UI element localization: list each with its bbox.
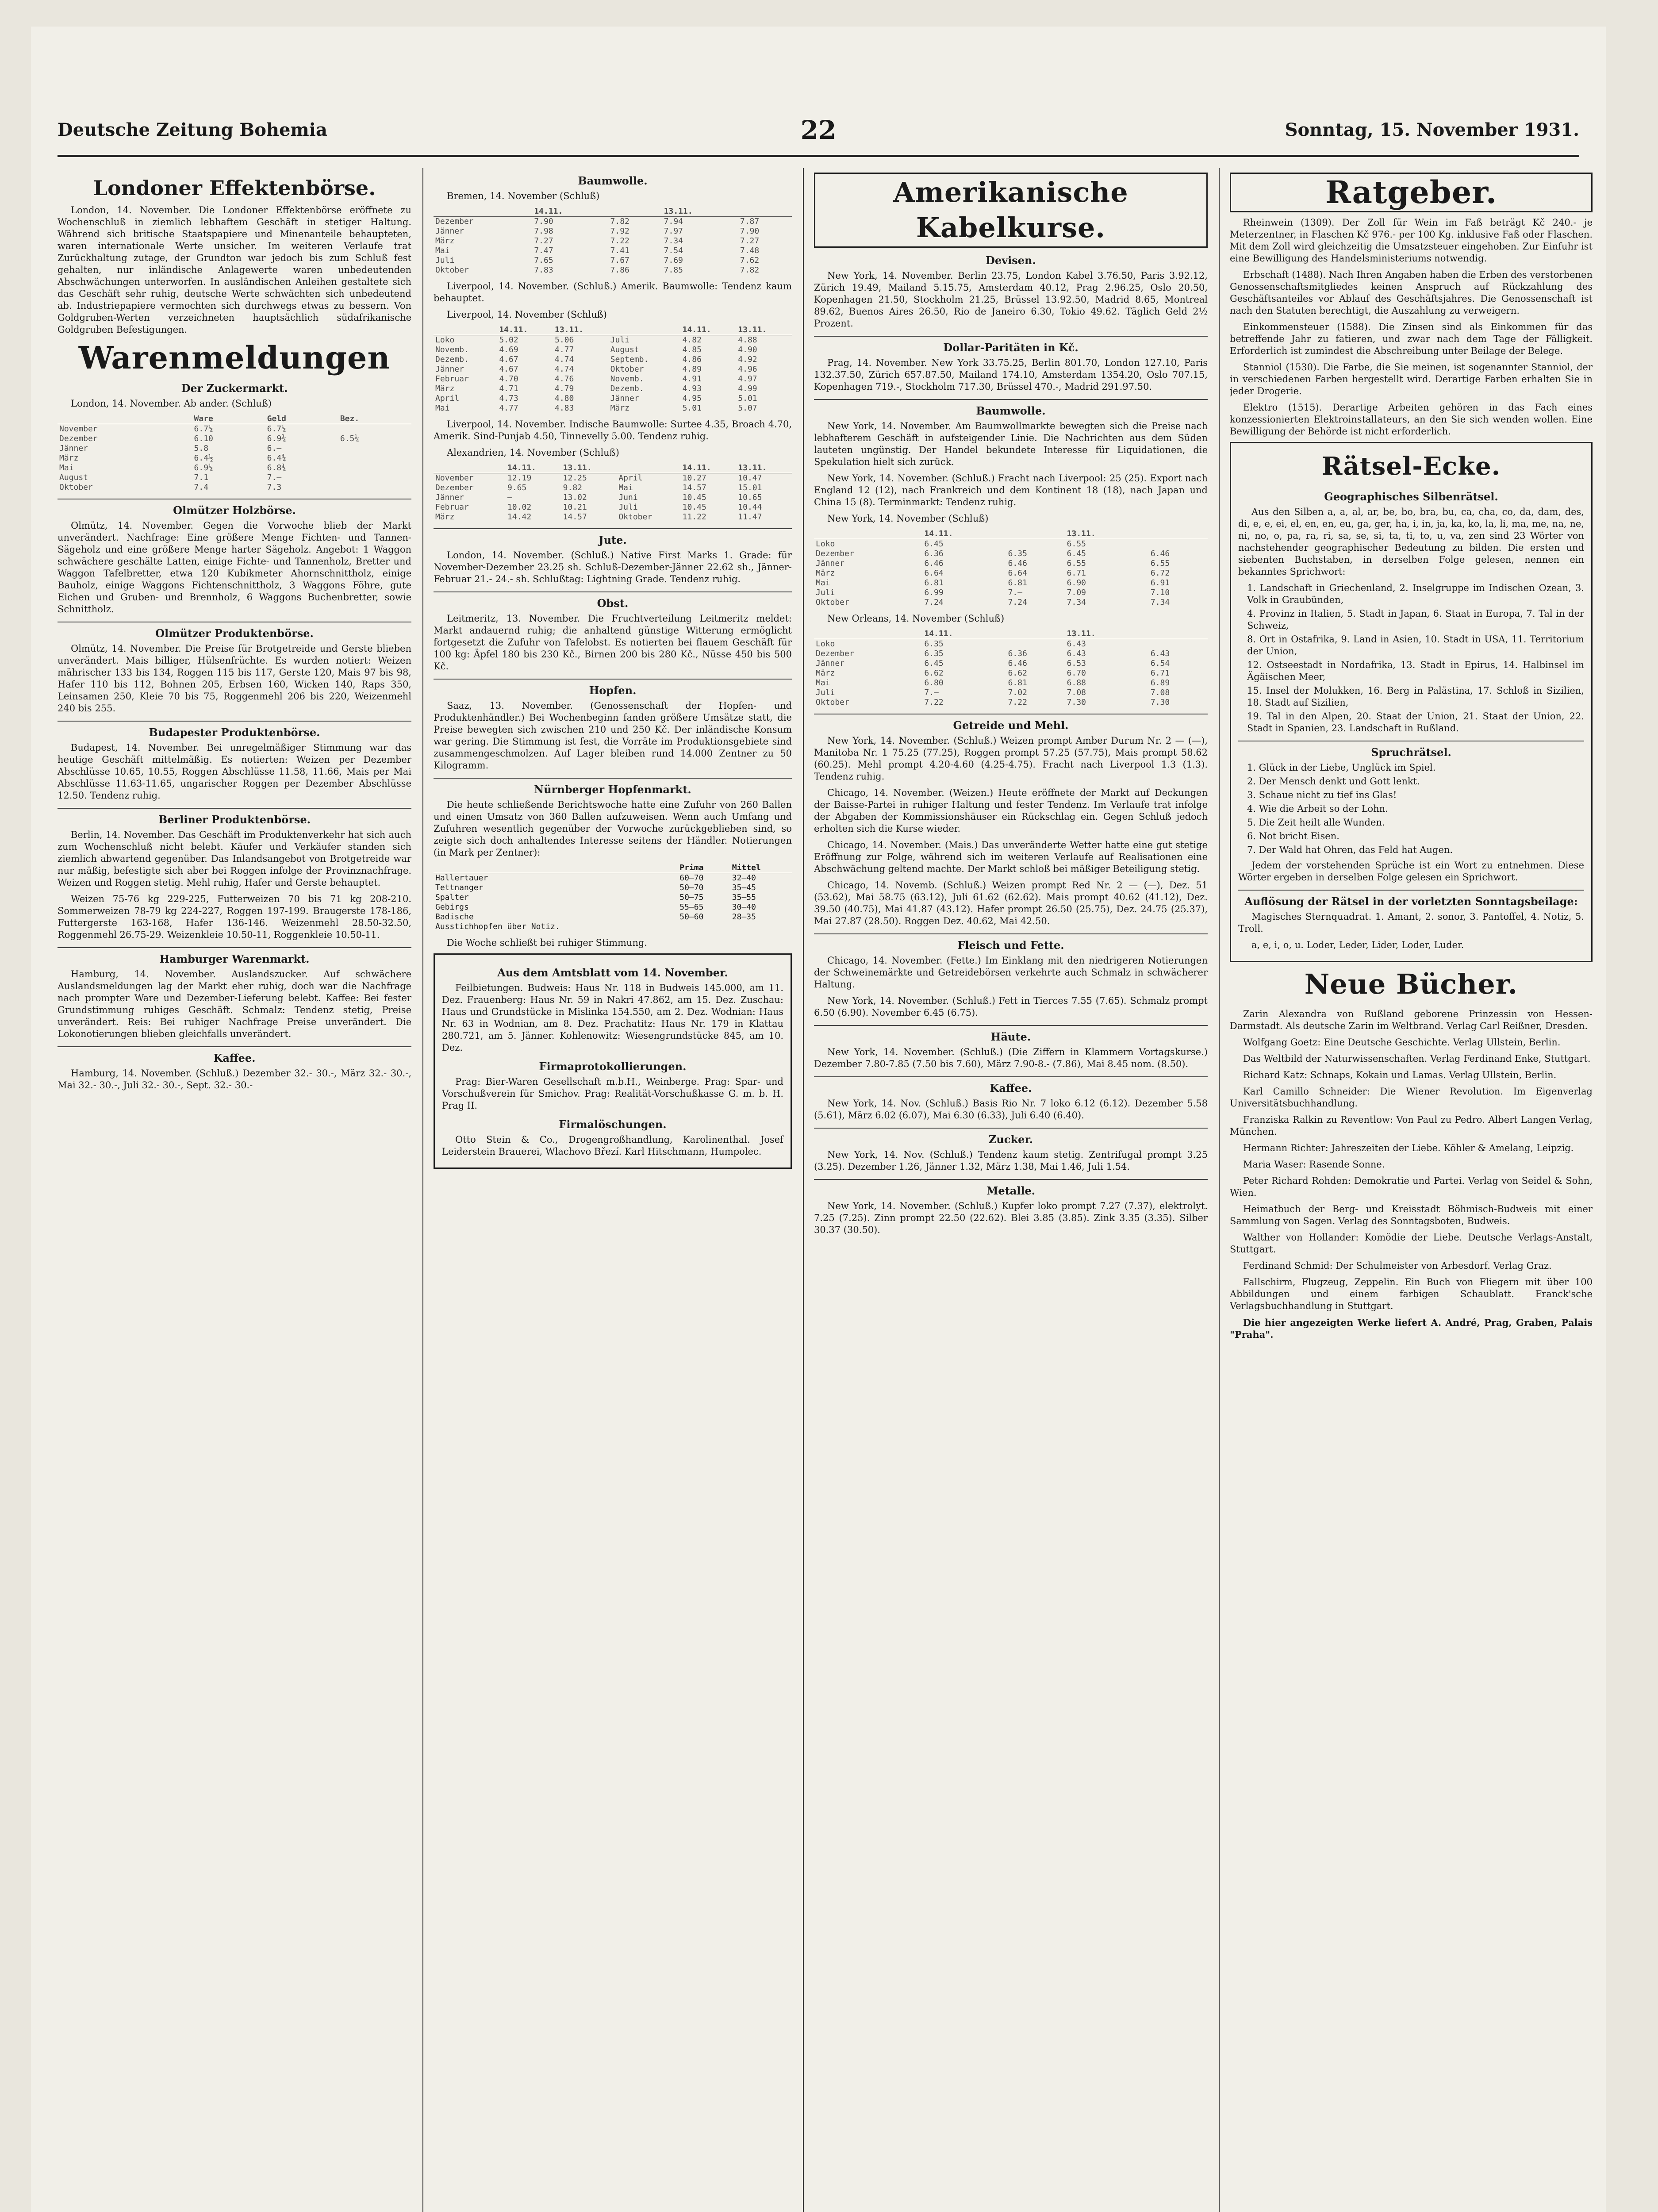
article-text: Weizen 75-76 kg 229-225, Futterweizen 70 bis 71 kg 208-210. Sommerweizen 78-79 kg 224-227, Roggen 197-199. Braugerste 178-186, Futtergerste 163-168, Hafer 136-146. Weizenmehl 28.50-32.50, Roggenmehl 26.75-29. Weizenkleie 10.50-11, Roggenkleie 10.50-11. <box>58 894 411 940</box>
article-text: New York, 14. November. Berlin 23.75, London Kabel 3.76.50, Paris 3.92.12, Zürich 19.49, Mailand 5.15.75, Amsterdam 40.12, Prag 2.96.25, Oslo 20.50, Kopenhagen 21.50, Stockholm 21.25, Brüssel 13.92.50, Madrid 8.65, Montreal 89.62, Buenos Aires 26.50, Rio de Janeiro 6.30, Tokio 49.62. Täglich Geld 2½ Prozent. <box>814 270 1208 329</box>
table-header <box>434 863 678 873</box>
book-entry: Peter Richard Rohden: Demokratie und Partei. Verlag von Seidel & Sohn, Wien. <box>1230 1175 1593 1198</box>
article-text: London, 14. November. (Schluß.) Native First Marks 1. Grade: für November-Dezember 23.25 sh. Schluß-Dezember-Jänner 22.62 sh., Jänner-Februar 21.- 24.- sh. Schlußtag: Lightning Grade. Tendenz ruhig. <box>434 550 792 584</box>
article-text: Olmütz, 14. November. Gegen die Vorwoche blieb der Markt unverändert. Nachfrage: Eine größere Menge Fichten- und Tannen-Sägeholz und eine größere Menge harter Sägeholz. Angebot: 1 Waggon schwächere geschälte Latten, einige Fichte- und Tannenholz, Bretter und Waggon Tafelbretter, etwa 120 Kubikmeter Ahornschnittholz, einige Bauholz, einige Waggons Fichtenschnittholz, 3 Waggons Föhre, gute Eichen und Gruben- und Brennholz, 6 Waggons Buchenbretter, sowie Schnittholz. <box>58 520 411 614</box>
table-header: Mittel <box>730 863 792 873</box>
column-markets <box>58 168 411 2212</box>
subheading: Zucker. <box>814 1128 1208 1146</box>
article-text: New York, 14. Nov. (Schluß.) Tendenz kaum stetig. Zentrifugal prompt 3.25 (3.25). Dezember 1.26, Jänner 1.32, März 1.38, Mai 1.46, Juli 1.54. <box>814 1149 1208 1172</box>
riddle-text: a, e, i, o, u. Loder, Leder, Lider, Loder, Luder. <box>1251 940 1464 950</box>
column-divider <box>422 168 423 2212</box>
book-entry: Walther von Hollander: Komödie der Liebe. Deutsche Verlags-Anstalt, Stuttgart. <box>1230 1232 1593 1255</box>
subheading: Der Zuckermarkt. <box>181 382 288 395</box>
article-text: Chicago, 14. November. (Weizen.) Heute eröffnete der Markt auf Deckungen der Baisse-Partei in ruhiger Haltung und fester Tendenz. Im Verlaufe trat infolge der Abgaben der Kommissionshäuser ein Rückschlag ein. Gegen Schluß jedoch erholten sich die Kurse wieder. <box>814 787 1208 834</box>
cotton-neworleans-table: 14.11. 13.11. Loko 6.35 6.43 Dezember 6.35 6.36 6.43 6.43 Jänner 6.45 6.46 6.53 6.54 März 6.62 6.62 6.70 6.71 Mai 6.80 6.81 6.88 6.89 Juli 7.— 7.02 7.08 7.08 Oktober 7.22 7.22 7.30 7.30 <box>814 629 1208 707</box>
section-title-ratgeber: Ratgeber. <box>1325 174 1497 211</box>
article-text: New York, 14. November. (Schluß.) Weizen prompt Amber Durum Nr. 2 — (—), Manitoba Nr. 1 75.25 (77.25), Roggen prompt 57.25 (57.75), Mais prompt 58.62 (60.25). Mehl prompt 4.20-4.60 (4.25-4.75). Fracht nach Liverpool 1.3 (1.3). Tendenz ruhig. <box>814 735 1208 782</box>
subheading: Obst. <box>434 591 792 610</box>
subheading: Auflösung der Rätsel in der vorletzten Sonntagsbeilage: <box>1238 890 1584 908</box>
column-advice <box>1230 168 1593 2212</box>
table-row: Badische 50—60 28—35 <box>435 912 756 922</box>
article-text: Feilbietungen. Budweis: Haus Nr. 118 in Budweis 145.000, am 11. Dez. Frauenberg: Haus Nr. 59 in Nakri 47.862, am 15. Dez. Zuschau: Haus und Grundstücke in Mislinka 154.550, am 2. Dez. Wodnian: Haus Nr. 63 in Wodnian, am 8. Dez. Prachatitz: Haus Nr. 179 in Klattau 280.721, am 5. Jänner. Kohlenowitz: Wiesengrundstücke 845, am 10. Dez. <box>442 983 783 1053</box>
article-text: New York, 14. Nov. (Schluß.) Basis Rio Nr. 7 loko 6.12 (6.12). Dezember 5.58 (5.61), März 6.02 (6.07), Mai 6.30 (6.33), Juli 6.40 (6.40). <box>814 1098 1208 1121</box>
section-title-raetsel: Rätsel-Ecke. <box>1321 452 1501 481</box>
advice-text: Erbschaft (1488). Nach Ihren Angaben haben die Erben des verstorbenen Genossenschaftsmitgliedes keinen Anspruch auf Rückzahlung des Geschäftsanteiles vor Ablauf des Geschäftsjahres. Die Genossenschaft ist nach den Statuten berechtigt, die Auszahlung zu verweigern. <box>1230 269 1593 316</box>
list-item: 3. Schaue nicht zu tief ins Glas! <box>1247 790 1397 800</box>
article-text: Otto Stein & Co., Drogengroßhandlung, Karolinenthal. Josef Leiderstein Brauerei, Wlachovo Březí. Karl Hitschmann, Humpolec. <box>442 1134 783 1157</box>
riddle-box <box>1230 442 1593 962</box>
list-item: 4. Wie die Arbeit so der Lohn. <box>1247 803 1388 814</box>
title-box <box>814 173 1208 248</box>
list-item: 15. Insel der Molukken, 16. Berg in Palästina, 17. Schloß in Sizilien, 18. Stadt auf Sizilien, <box>1247 685 1584 708</box>
article-text: New York, 14. November. (Schluß.) (Die Ziffern in Klammern Vortagskurse.) Dezember 7.80-7.85 (7.50 bis 7.60), März 7.90-8.- (7.86), Mai 8.45 nom. (8.50). <box>814 1047 1208 1069</box>
riddle-text: Magisches Sternquadrat. 1. Amant, 2. sonor, 3. Pantoffel, 4. Notiz, 5. Troll. <box>1238 911 1584 934</box>
article-text: Liverpool, 14. November. Indische Baumwolle: Surtee 4.35, Broach 4.70, Amerik. Sind-Punjab 4.50, Tinnevelly 5.00. Tendenz ruhig. <box>434 419 792 442</box>
advice-text: Rheinwein (1309). Der Zoll für Wein im Faß beträgt Kč 240.- je Meterzentner, in Flaschen Kč 976.- per 100 Kg. inklusive Faß oder Flaschen. Mit dem Zoll wird gleichzeitig die Umsatzsteuer eingehoben. Zur Einfuhr ist eine Bewilligung des Handelsministeriums notwendig. <box>1230 217 1593 264</box>
book-entry: Karl Camillo Schneider: Die Wiener Revolution. Im Eigenverlag Universitätsbuchhandlung. <box>1230 1086 1593 1109</box>
article-text: Liverpool, 14. November (Schluß) <box>447 309 607 320</box>
subheading: Dollar-Paritäten in Kč. <box>814 336 1208 354</box>
list-item: 1. Landschaft in Griechenland, 2. Inselgruppe im Indischen Ozean, 3. Volk in Graubünden, <box>1247 583 1584 605</box>
book-entry: Ferdinand Schmid: Der Schulmeister von Arbesdorf. Verlag Graz. <box>1243 1260 1552 1271</box>
subheading: Budapester Produktenbörse. <box>58 721 411 739</box>
list-item: 5. Die Zeit heilt alle Wunden. <box>1247 817 1385 828</box>
article-text: Die Woche schließt bei ruhiger Stimmung. <box>447 937 648 948</box>
cotton-newyork-table: 14.11. 13.11. Loko 6.45 6.55 Dezember 6.36 6.35 6.45 6.46 Jänner 6.46 6.46 6.55 6.55 März 6.64 6.64 6.71 6.72 Mai 6.81 6.81 6.90 6.91 Juli 6.99 7.— 7.09 7.10 Oktober 7.24 7.24 7.34 7.34 <box>814 529 1208 607</box>
hops-price-table <box>434 863 792 932</box>
list-item: 4. Provinz in Italien, 5. Stadt in Japan, 6. Staat in Europa, 7. Tal in der Schweiz, <box>1247 608 1584 631</box>
bookseller-note: Die hier angezeigten Werke liefert A. André, Prag, Graben, Palais "Praha". <box>1230 1317 1593 1340</box>
article-text: Alexandrien, 14. November (Schluß) <box>447 447 619 458</box>
table-row: Ausstichhopfen über Notiz. <box>435 922 560 931</box>
article-text: Die heute schließende Berichtswoche hatte eine Zufuhr von 260 Ballen und einen Umsatz von 360 Ballen aufzuweisen. Wenn auch Umfang und Zufuhren wesentlich gegenüber der Vorwoche zurückgeblieben sind, so zeigte sich doch anhaltendes Interesse seitens der Händler. Notierungen (in Mark per Zentner): <box>434 799 792 858</box>
section-title-london: Londoner Effektenbörse. <box>93 176 376 200</box>
article-text: Hamburg, 14. November. (Schluß.) Dezember 32.- 30.-, März 32.- 30.-, Mai 32.- 30.-, Juli 32.- 30.-, Sept. 32.- 30.- <box>58 1068 411 1091</box>
table-row: Spalter 50—75 35—55 <box>435 893 756 902</box>
article-text: Chicago, 14. Novemb. (Schluß.) Weizen prompt Red Nr. 2 — (—), Dez. 51 (53.62), Mai 58.75 (63.12), Juli 61.62 (62.62). Mais prompt 40.62 (41.12), Dez. 39.50 (40.75), Mai 41.87 (43.12). Hafer prompt 26.50 (25.75), Dez. 24.75 (25.37), Mai 27.87 (28.50). Roggen Dez. 40.62, Mai 42.50. <box>814 880 1208 926</box>
book-entry: Wolfgang Goetz: Eine Deutsche Geschichte. Verlag Ullstein, Berlin. <box>1243 1037 1561 1048</box>
article-text: Prag: Bier-Waren Gesellschaft m.b.H., Weinberge. Prag: Spar- und Vorschußverein für Smichov. Prag: Realität-Vorschußkasse G. m. b. H. Prag II. <box>442 1076 783 1111</box>
list-item: 19. Tal in den Alpen, 20. Staat der Union, 21. Staat der Union, 22. Stadt in Spanien, 23. Landschaft in Rußland. <box>1247 711 1584 733</box>
table-header: Prima <box>678 863 730 873</box>
subheading: Geographisches Silbenrätsel. <box>1324 490 1498 503</box>
article-text: Chicago, 14. November. (Mais.) Das unveränderte Wetter hatte eine gut stetige Eröffnung zur Folge, während sich im weiteren Verlaufe auf Realisationen eine Abschwächung geltend machte. Der Markt schloß bei mäßiger Beteiligung stetig. <box>814 840 1208 874</box>
article-text: Olmütz, 14. November. Die Preise für Brotgetreide und Gerste blieben unverändert. Mais billiger, Hülsenfrüchte. Es wurden notiert: Weizen mährischer 133 bis 134, Roggen 115 bis 117, Gerste 120, Mais 97 bis 98, Hafer 110 bis 112, Bohnen 205, Erbsen 160, Wicken 140, Raps 350, Leinsamen 250, Kleie 70 bis 75, Roggenmehl 206 bis 220, Weizenmehl 240 bis 255. <box>58 643 411 714</box>
article-text: Bremen, 14. November (Schluß) <box>447 191 600 201</box>
subheading: Hamburger Warenmarkt. <box>58 947 411 966</box>
subheading: Kaffee. <box>58 1046 411 1065</box>
riddle-list <box>1247 582 1584 734</box>
section-title-buecher: Neue Bücher. <box>1304 968 1518 1000</box>
section-title-kabelkurse: Amerikanische Kabelkurse. <box>893 176 1128 244</box>
subheading: Getreide und Mehl. <box>814 714 1208 732</box>
book-entry: Maria Waser: Rasende Sonne. <box>1243 1159 1385 1170</box>
section-title-waren: Warenmeldungen <box>78 339 391 376</box>
column-commodities <box>434 168 792 2212</box>
subheading: Firmaprotokollierungen. <box>539 1060 687 1073</box>
column-divider <box>1219 168 1220 2212</box>
issue-date: Sonntag, 15. November 1931. <box>1285 119 1579 140</box>
amtsblatt-box <box>434 953 792 1169</box>
subheading: Metalle. <box>814 1179 1208 1198</box>
paper-name: Deutsche Zeitung Bohemia <box>58 119 327 140</box>
cotton-liverpool-table: 14.11. 13.11. 14.11. 13.11. Loko 5.02 5.06 Juli 4.82 4.88 Novemb. 4.69 4.77 August 4.85 4.90 Dezemb. 4.67 4.74 Septemb. 4.86 4.92 Jänner 4.67 4.74 Oktober 4.89 4.96 Februar 4.70 4.76 Novemb. 4.91 4.97 März 4.71 4.79 Dezemb. 4.93 4.99 April 4.73 4.80 Jänner 4.95 5.01 Mai 4.77 4.83 März 5.01 5.07 <box>434 325 792 413</box>
advice-text: Elektro (1515). Derartige Arbeiten gehören in das Fach eines konzessionierten Elektroinstallateurs, an den Sie sich wenden wollen. Eine Bewilligung der Behörde ist nicht erforderlich. <box>1230 402 1593 437</box>
riddle-text: Jedem der vorstehenden Sprüche ist ein Wort zu entnehmen. Diese Wörter ergeben in derselben Folge gelesen ein Sprichwort. <box>1238 860 1584 883</box>
article-text: Berlin, 14. November. Das Geschäft im Produktenverkehr hat sich auch zum Wochenschluß nicht belebt. Käufer und Verkäufer standen sich ziemlich abwartend gegenüber. Das Inlandsangebot von Brotgetreide war nur mäßig, befestigte sich aber bei Roggen infolge der Provinznachfrage. Weizen und Roggen stetig. Mehl ruhig, Hafer und Gerste behauptet. <box>58 830 411 888</box>
page-number: 22 <box>800 115 837 145</box>
list-item: 1. Glück in der Liebe, Unglück im Spiel. <box>1247 762 1436 773</box>
article-text: New York, 14. November. (Schluß.) Fett in Tierces 7.55 (7.65). Schmalz prompt 6.50 (6.90). November 6.45 (6.75). <box>814 995 1208 1018</box>
article-text: New York, 14. November. (Schluß.) Kupfer loko prompt 7.27 (7.37), elektrolyt. 7.25 (7.25). Zinn prompt 22.50 (22.62). Blei 3.85 (3.85). Zink 3.35 (3.35). Silber 30.37 (30.50). <box>814 1201 1208 1235</box>
page-header <box>58 115 1579 150</box>
article-text: Chicago, 14. November. (Fette.) Im Einklang mit den niedrigeren Notierungen der Schweinemärkte und Getreidebörsen verkehrte auch Schmalz in schwächerer Haltung. <box>814 955 1208 990</box>
table-row: Hallertauer 60—70 32—40 <box>435 873 756 883</box>
sugar-quote-table: Ware Geld Bez. November 6.7¼ 6.7¼ Dezember 6.10 6.9¾ 6.5¼ Jänner 5.8 6.— März 6.4½ 6.4¾ Mai 6.9¼ 6.8¾ August 7.1 7.— Oktober 7.4 7.3 <box>58 414 411 492</box>
article-text: Liverpool, 14. November. (Schluß.) Amerik. Baumwolle: Tendenz kaum behauptet. <box>434 281 792 303</box>
article-text: Hamburg, 14. November. Auslandszucker. Auf schwächere Auslandsmeldungen lag der Markt eher ruhig, doch war die Nachfrage nach prompter Ware und Dezember-Lieferung belebt. Kaffee: Bei fester Grundstimmung ruhiges Geschäft. Schmalz: Tendenz stetig, Preise unverändert. Reis: Bei ruhiger Nachfrage Preise unverändert. Die Lokonotierungen blieben gleichfalls unverändert. <box>58 969 411 1039</box>
subheading: Baumwolle. <box>814 399 1208 418</box>
subheading: Olmützer Produktenbörse. <box>58 622 411 640</box>
book-entry: Franziska Ralkin zu Reventlow: Von Paul zu Pedro. Albert Langen Verlag, München. <box>1230 1114 1593 1137</box>
column-divider <box>803 168 804 2212</box>
subheading: Spruchrätsel. <box>1238 741 1584 759</box>
title-box <box>1230 173 1593 212</box>
article-text: London, 14. November. Ab ander. (Schluß) <box>71 398 272 409</box>
advice-text: Einkommensteuer (1588). Die Zinsen sind als Einkommen für das betreffende Jahr zu fatieren, und zwar nach dem Tage der Fälligkeit. Erforderlich ist zumindest die Abschreibung unter Beilage der Belege. <box>1230 322 1593 356</box>
riddle-text: Aus den Silben a, a, al, ar, be, bo, bra, bu, ca, cha, co, da, dam, des, di, e, e, ei, el, en, en, eu, ga, ger, ha, i, in, ja, ka, ko, la, li, ma, me, na, ne, ni, no, o, pa, ra, ri, sa, se, si, ta, ti, to, u, va, zen sind 23 Wörter von nachstehender geographischer Bedeutung zu bilden. Die ersten und siebenten Buchstaben, in derselben Folge gelesen, nennen ein bekanntes Sprichwort: <box>1238 507 1584 577</box>
book-entry: Das Weltbild der Naturwissenschaften. Verlag Ferdinand Enke, Stuttgart. <box>1243 1053 1591 1064</box>
subheading: Jute. <box>434 528 792 547</box>
table-row: Tettnanger 50—70 35—45 <box>435 883 756 892</box>
header-rule <box>58 155 1579 157</box>
subheading: Nürnberger Hopfenmarkt. <box>434 778 792 796</box>
subheading: Olmützer Holzbörse. <box>58 499 411 517</box>
article-text: New York, 14. November. (Schluß.) Fracht nach Liverpool: 25 (25). Export nach England 12 (12), nach Frankreich und dem Kontinent 18 (18), nach Japan und China 15 (8). Terminmarkt: Tendenz ruhig. <box>814 473 1208 507</box>
subheading: Häute. <box>814 1025 1208 1044</box>
subheading: Berliner Produktenbörse. <box>58 808 411 826</box>
article-text: London, 14. November. Die Londoner Effektenbörse eröffnete zu Wochenschluß in ziemlich lebhaftem Geschäft in stetiger Haltung. Während sich britische Staatspapiere und Minenanteile behaupteten, waren internationale Werte unsicher. Im weiteren Verlaufe trat Zurückhaltung zutage, der Grundton war jedoch bis zum Schluß fest gehalten, nur inländische Anlagewerte waren unbedeutenden Abschwächungen unterworfen. In ausländischen Anleihen gestaltete sich das Geschäft sehr ruhig, deutsche Werte schwächten sich unbedeutend ab. Industriepapiere vermochten sich durchwegs etwas zu bessern. Von Goldgruben-Werten verzeichneten hauptsächlich südafrikanische Goldgruben Befestigungen. <box>58 205 411 335</box>
article-text: New York, 14. November. Am Baumwollmarkte bewegten sich die Preise nach lebhafterem Geschäft in aufsteigender Linie. Die Nachrichten aus dem Süden lauteten ungünstig. Der Handel bekundete Interesse für Liquidationen, die Spekulation hielt sich zurück. <box>814 421 1208 467</box>
book-entry: Hermann Richter: Jahreszeiten der Liebe. Köhler & Amelang, Leipzig. <box>1243 1143 1574 1153</box>
list-item: 7. Der Wald hat Ohren, das Feld hat Augen. <box>1247 845 1453 855</box>
subheading: Fleisch und Fette. <box>814 933 1208 952</box>
cotton-alexandria-table: 14.11. 13.11. 14.11. 13.11. November 12.19 12.25 April 10.27 10.47 Dezember 9.65 9.82 Mai 14.57 15.01 Jänner — 13.02 Juni 10.45 10.65 Februar 10.02 10.21 Juli 10.45 10.44 März 14.42 14.57 Oktober 11.22 11.47 <box>434 463 792 522</box>
list-item: 12. Ostseestadt in Nordafrika, 13. Stadt in Epirus, 14. Halbinsel im Ägäischen Meer, <box>1247 660 1584 682</box>
article-text: Budapest, 14. November. Bei unregelmäßiger Stimmung war das heutige Geschäft mittelmäßig. Es notierten: Weizen per Dezember Abschlüsse 10.65, 10.55, Roggen Abschlüsse 11.58, 11.66, Mais per Mai Abschlüsse 11.63-11.65, ungarischer Roggen per Dezember Abschlüsse 12.50. Tendenz ruhig. <box>58 742 411 801</box>
subheading: Kaffee. <box>814 1076 1208 1095</box>
advice-text: Stanniol (1530). Die Farbe, die Sie meinen, ist sogenannter Stanniol, der in verschiedenen Farben hergestellt wird. Derartige Farben erhalten Sie in jeder Drogerie. <box>1230 362 1593 396</box>
proverb-list <box>1247 762 1584 856</box>
cotton-bremen-table: 14.11. 13.11. Dezember 7.90 7.82 7.94 7.87 Jänner 7.98 7.92 7.97 7.90 März 7.27 7.22 7.34 7.27 Mai 7.47 7.41 7.54 7.48 Juli 7.65 7.67 7.69 7.62 Oktober 7.83 7.86 7.85 7.82 <box>434 207 792 275</box>
list-item: 8. Ort in Ostafrika, 9. Land in Asien, 10. Stadt in USA, 11. Territorium der Union, <box>1247 634 1584 657</box>
list-item: 6. Not bricht Eisen. <box>1247 831 1339 841</box>
book-entry: Richard Katz: Schnaps, Kokain und Lamas. Verlag Ullstein, Berlin. <box>1243 1070 1557 1080</box>
table-row: Gebirgs 55—65 30—40 <box>435 902 756 912</box>
book-entry: Zarin Alexandra von Rußland geborene Prinzessin von Hessen-Darmstadt. Als deutsche Zarin im Weltbrand. Verlag Carl Reißner, Dresden. <box>1230 1009 1593 1031</box>
article-text: Saaz, 13. November. (Genossenschaft der Hopfen- und Produktenhändler.) Bei Wochenbeginn fanden größere Umsätze statt, die Preise bewegten sich zwischen 210 und 250 Kč. Der inländische Konsum war gering. Die Stimmung ist fest, die Vorräte im Produktionsgebiete sind zusammengeschmolzen. Auf Lager bleiben rund 14.000 Zentner zu 50 Kilogramm. <box>434 700 792 771</box>
subheading: Hopfen. <box>434 679 792 697</box>
article-text: Leitmeritz, 13. November. Die Fruchtverteilung Leitmeritz meldet: Markt andauernd ruhig; die anhaltend günstige Witterung ermöglicht fortgesetzt die Zufuhr von Tafelobst. Es notierten bei flauem Geschäft für 100 kg: Äpfel 180 bis 230 Kč., Birnen 200 bis 280 Kč., Nüsse 450 bis 500 Kč. <box>434 613 792 672</box>
article-text: Prag, 14. November. New York 33.75.25, Berlin 801.70, London 127.10, Paris 132.37.50, Zürich 657.87.50, Mailand 174.10, Amsterdam 1354.20, Oslo 707.15, Kopenhagen 719.-, Stockholm 717.30, Brüssel 470.-, Madrid 291.97.50. <box>814 357 1208 392</box>
list-item: 2. Der Mensch denkt und Gott lenkt. <box>1247 776 1420 787</box>
subheading: Baumwolle. <box>578 174 648 187</box>
book-entry: Fallschirm, Flugzeug, Zeppelin. Ein Buch von Fliegern mit über 100 Abbildungen und einem farbigen Schaublatt. Franck'sche Verlagsbuchhandlung in Stuttgart. <box>1230 1277 1593 1311</box>
subheading: Devisen. <box>986 254 1036 267</box>
subheading: Aus dem Amtsblatt vom 14. November. <box>497 966 728 979</box>
article-text: New Orleans, 14. November (Schluß) <box>827 613 1005 624</box>
book-entry: Heimatbuch der Berg- und Kreisstadt Böhmisch-Budweis mit einer Sammlung von Sagen. Verlag des Sonntagsboten, Budweis. <box>1230 1204 1593 1226</box>
column-american-cables <box>814 168 1208 2212</box>
article-text: New York, 14. November (Schluß) <box>827 513 989 524</box>
subheading: Firmalöschungen. <box>559 1118 667 1131</box>
newspaper-page <box>31 27 1606 2212</box>
